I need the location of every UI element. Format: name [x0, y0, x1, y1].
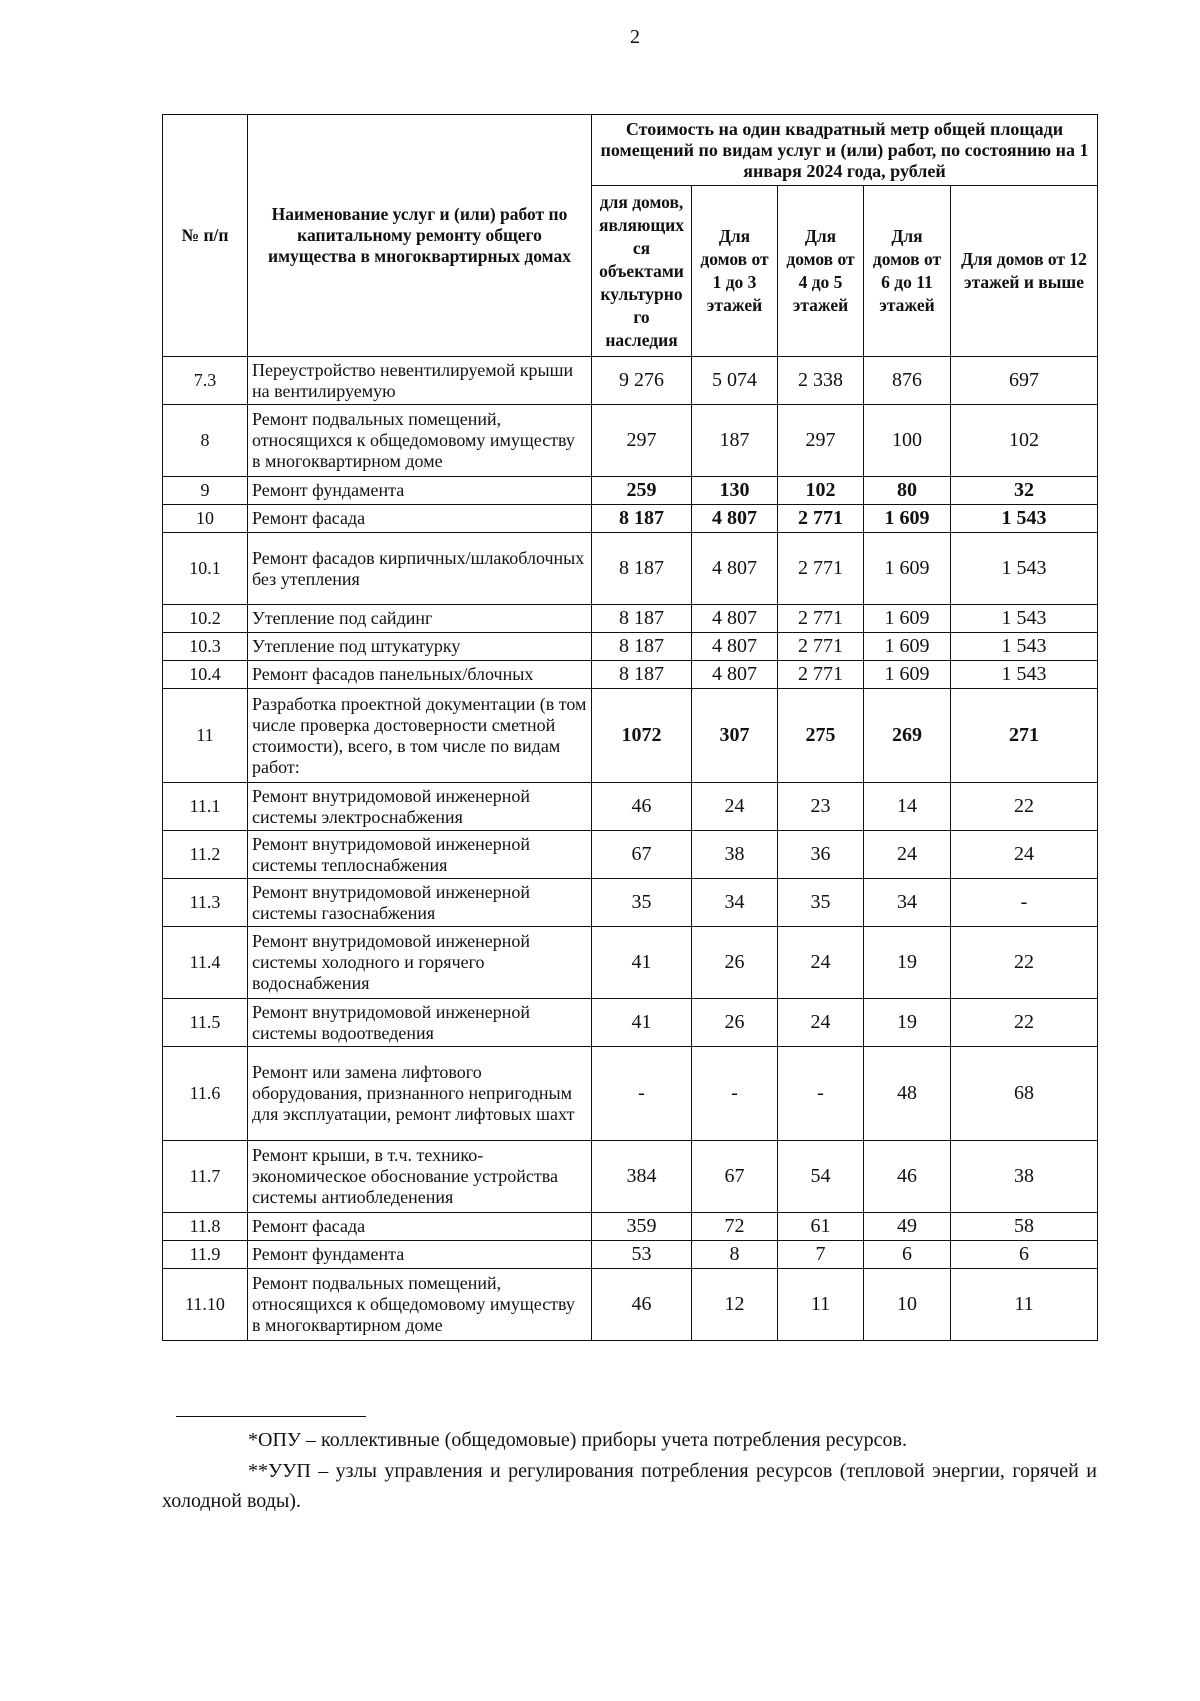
row-cost-value: 4 807: [692, 605, 778, 633]
row-cost-value: 8 187: [592, 661, 692, 689]
header-name: Наименование услуг и (или) работ по капитальному ремонту общего имущества в многоквартирных домах: [248, 115, 592, 357]
row-number: 10: [163, 505, 248, 533]
row-cost-value: 24: [951, 831, 1098, 879]
page-number: 2: [630, 26, 640, 48]
row-cost-value: -: [778, 1047, 864, 1141]
row-number: 10.4: [163, 661, 248, 689]
row-work-name: Переустройство невентилируемой крыши на вентилируемую: [248, 357, 592, 405]
footnote-opu: *ОПУ – коллективные (общедомовые) приборы учета потребления ресурсов.: [248, 1429, 907, 1451]
row-cost-value: 697: [951, 357, 1098, 405]
row-cost-value: 1 543: [951, 633, 1098, 661]
row-cost-value: 5 074: [692, 357, 778, 405]
row-cost-value: 102: [951, 405, 1098, 477]
row-cost-value: 38: [692, 831, 778, 879]
header-12-plus-floors: Для домов от 12 этажей и выше: [951, 186, 1098, 357]
table-row: [163, 477, 1098, 505]
row-cost-value: 1 609: [864, 533, 951, 605]
row-number: 9: [163, 477, 248, 505]
table-row: [163, 661, 1098, 689]
row-work-name: Ремонт крыши, в т.ч. технико-экономическое обоснование устройства системы антиобледенения: [248, 1141, 592, 1213]
row-cost-value: 46: [864, 1141, 951, 1213]
row-cost-value: 34: [864, 879, 951, 927]
table-row: [163, 533, 1098, 605]
row-cost-value: 67: [592, 831, 692, 879]
row-cost-value: 22: [951, 783, 1098, 831]
table-row: [163, 505, 1098, 533]
row-cost-value: 2 771: [778, 661, 864, 689]
table-row: [163, 999, 1098, 1047]
row-cost-value: 8 187: [592, 533, 692, 605]
row-cost-value: 68: [951, 1047, 1098, 1141]
row-cost-value: 275: [778, 689, 864, 783]
row-work-name: Ремонт внутридомовой инженерной системы газоснабжения: [248, 879, 592, 927]
row-work-name: Ремонт фасадов панельных/блочных: [248, 661, 592, 689]
row-work-name: Ремонт фундамента: [248, 477, 592, 505]
row-cost-value: 41: [592, 927, 692, 999]
row-cost-value: 11: [778, 1269, 864, 1341]
row-work-name: Ремонт внутридомовой инженерной системы электроснабжения: [248, 783, 592, 831]
row-cost-value: 11: [951, 1269, 1098, 1341]
footnote-uup: **УУП – узлы управления и регулирования потребления ресурсов (тепловой энергии, горячей и холодной воды).: [162, 1460, 1097, 1512]
row-cost-value: 54: [778, 1141, 864, 1213]
row-cost-value: 297: [592, 405, 692, 477]
row-number: 11.3: [163, 879, 248, 927]
row-cost-value: 49: [864, 1213, 951, 1241]
row-cost-value: 359: [592, 1213, 692, 1241]
row-work-name: Ремонт внутридомовой инженерной системы теплоснабжения: [248, 831, 592, 879]
row-cost-value: 72: [692, 1213, 778, 1241]
table-row: [163, 831, 1098, 879]
row-cost-value: 34: [692, 879, 778, 927]
row-work-name: Разработка проектной документации (в том числе проверка достоверности сметной стоимости), всего, в том числе по видам работ:: [248, 689, 592, 783]
row-cost-value: 1 609: [864, 661, 951, 689]
header-4-5-floors: Для домов от 4 до 5 этажей: [778, 186, 864, 357]
row-work-name: Ремонт фундамента: [248, 1241, 592, 1269]
row-cost-value: 41: [592, 999, 692, 1047]
row-number: 11.9: [163, 1241, 248, 1269]
row-cost-value: 8 187: [592, 505, 692, 533]
row-cost-value: 26: [692, 999, 778, 1047]
row-cost-value: 271: [951, 689, 1098, 783]
row-cost-value: 2 338: [778, 357, 864, 405]
row-cost-value: 80: [864, 477, 951, 505]
row-cost-value: 8: [692, 1241, 778, 1269]
table-body: [163, 357, 1098, 1341]
row-cost-value: 58: [951, 1213, 1098, 1241]
row-cost-value: 100: [864, 405, 951, 477]
row-cost-value: 102: [778, 477, 864, 505]
table-row: [163, 1241, 1098, 1269]
row-work-name: Утепление под сайдинг: [248, 605, 592, 633]
row-number: 10.1: [163, 533, 248, 605]
row-work-name: Ремонт фасадов кирпичных/шлакоблочных без утепления: [248, 533, 592, 605]
row-cost-value: 6: [951, 1241, 1098, 1269]
row-cost-value: 130: [692, 477, 778, 505]
row-cost-value: 1 543: [951, 533, 1098, 605]
header-6-11-floors: Для домов от 6 до 11 этажей: [864, 186, 951, 357]
row-cost-value: 24: [778, 927, 864, 999]
row-cost-value: 35: [778, 879, 864, 927]
row-cost-value: 12: [692, 1269, 778, 1341]
row-cost-value: 10: [864, 1269, 951, 1341]
row-number: 11.8: [163, 1213, 248, 1241]
header-1-3-floors: Для домов от 1 до 3 этажей: [692, 186, 778, 357]
row-cost-value: 6: [864, 1241, 951, 1269]
cost-table: [162, 114, 1098, 1341]
table-row: [163, 879, 1098, 927]
row-cost-value: 9 276: [592, 357, 692, 405]
row-cost-value: 22: [951, 999, 1098, 1047]
row-cost-value: 36: [778, 831, 864, 879]
row-number: 10.3: [163, 633, 248, 661]
row-cost-value: 1 609: [864, 505, 951, 533]
row-cost-value: 307: [692, 689, 778, 783]
row-cost-value: 23: [778, 783, 864, 831]
header-num: № п/п: [163, 115, 248, 357]
row-cost-value: 2 771: [778, 633, 864, 661]
table-row: [163, 405, 1098, 477]
table-row: [163, 357, 1098, 405]
row-number: 11.4: [163, 927, 248, 999]
row-cost-value: 38: [951, 1141, 1098, 1213]
row-cost-value: 259: [592, 477, 692, 505]
row-cost-value: 2 771: [778, 505, 864, 533]
table-row: [163, 1213, 1098, 1241]
table-row: [163, 1141, 1098, 1213]
row-cost-value: 67: [692, 1141, 778, 1213]
row-number: 11.6: [163, 1047, 248, 1141]
row-cost-value: 8 187: [592, 633, 692, 661]
row-number: 11.1: [163, 783, 248, 831]
footnote-divider: [176, 1416, 366, 1417]
row-cost-value: 384: [592, 1141, 692, 1213]
row-cost-value: 1 543: [951, 605, 1098, 633]
row-cost-value: 876: [864, 357, 951, 405]
row-work-name: Ремонт внутридомовой инженерной системы водоотведения: [248, 999, 592, 1047]
row-number: 11.2: [163, 831, 248, 879]
row-cost-value: 4 807: [692, 661, 778, 689]
row-cost-value: 53: [592, 1241, 692, 1269]
row-cost-value: 48: [864, 1047, 951, 1141]
row-cost-value: 7: [778, 1241, 864, 1269]
row-work-name: Ремонт подвальных помещений, относящихся к общедомовому имуществу в многоквартирном доме: [248, 1269, 592, 1341]
row-cost-value: 26: [692, 927, 778, 999]
row-cost-value: 269: [864, 689, 951, 783]
row-cost-value: 4 807: [692, 633, 778, 661]
row-work-name: Ремонт фасада: [248, 1213, 592, 1241]
table-row: [163, 605, 1098, 633]
header-cost-group: Стоимость на один квадратный метр общей площади помещений по видам услуг и (или) работ, по состоянию на 1 января 2024 года, рублей: [592, 115, 1098, 186]
row-cost-value: 1072: [592, 689, 692, 783]
row-cost-value: 4 807: [692, 505, 778, 533]
row-cost-value: 187: [692, 405, 778, 477]
row-cost-value: 14: [864, 783, 951, 831]
table-row: [163, 689, 1098, 783]
table-row: [163, 1047, 1098, 1141]
row-work-name: Ремонт или замена лифтового оборудования, признанного непригодным для эксплуатации, ремонт лифтовых шахт: [248, 1047, 592, 1141]
row-cost-value: 32: [951, 477, 1098, 505]
row-number: 7.3: [163, 357, 248, 405]
row-cost-value: 1 543: [951, 505, 1098, 533]
row-work-name: Утепление под штукатурку: [248, 633, 592, 661]
row-cost-value: 46: [592, 783, 692, 831]
row-cost-value: -: [692, 1047, 778, 1141]
row-cost-value: 22: [951, 927, 1098, 999]
row-cost-value: 1 609: [864, 605, 951, 633]
row-work-name: Ремонт подвальных помещений, относящихся к общедомовому имуществу в многоквартирном доме: [248, 405, 592, 477]
row-cost-value: 8 187: [592, 605, 692, 633]
header-heritage: для домов, являющих ся объектами культурно го наследия: [592, 186, 692, 357]
row-cost-value: 24: [692, 783, 778, 831]
row-cost-value: 35: [592, 879, 692, 927]
row-number: 11.5: [163, 999, 248, 1047]
row-cost-value: 2 771: [778, 533, 864, 605]
row-number: 11.7: [163, 1141, 248, 1213]
table-row: [163, 783, 1098, 831]
table-row: [163, 1269, 1098, 1341]
row-cost-value: 46: [592, 1269, 692, 1341]
row-number: 10.2: [163, 605, 248, 633]
row-cost-value: 297: [778, 405, 864, 477]
row-cost-value: 61: [778, 1213, 864, 1241]
row-number: 11.10: [163, 1269, 248, 1341]
row-cost-value: -: [592, 1047, 692, 1141]
row-cost-value: 1 543: [951, 661, 1098, 689]
row-work-name: Ремонт внутридомовой инженерной системы холодного и горячего водоснабжения: [248, 927, 592, 999]
row-work-name: Ремонт фасада: [248, 505, 592, 533]
row-cost-value: 19: [864, 927, 951, 999]
row-cost-value: 2 771: [778, 605, 864, 633]
table-row: [163, 633, 1098, 661]
row-number: 11: [163, 689, 248, 783]
row-cost-value: 1 609: [864, 633, 951, 661]
row-cost-value: 4 807: [692, 533, 778, 605]
row-cost-value: 24: [778, 999, 864, 1047]
row-number: 8: [163, 405, 248, 477]
row-cost-value: -: [951, 879, 1098, 927]
row-cost-value: 24: [864, 831, 951, 879]
table-row: [163, 927, 1098, 999]
row-cost-value: 19: [864, 999, 951, 1047]
